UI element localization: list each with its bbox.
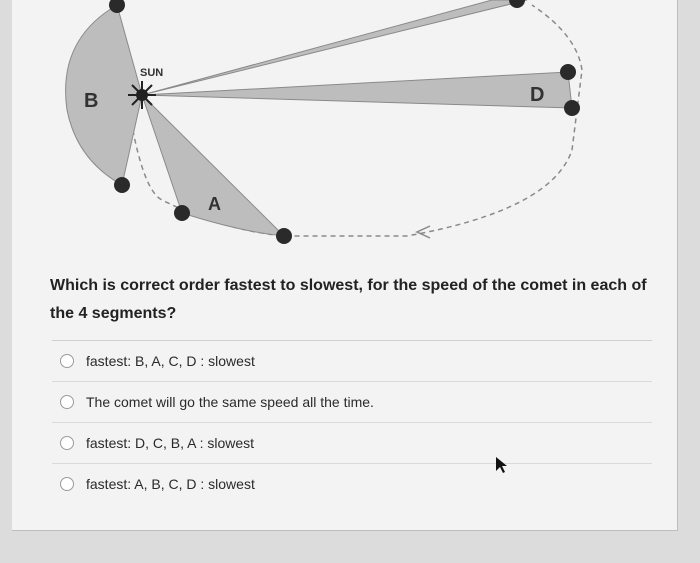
quiz-panel: [12, 0, 678, 531]
option-3[interactable]: [52, 422, 652, 463]
comet-dot: [114, 177, 130, 193]
question-text: Which is correct order fastest to slowest, for the speed of the comet in each of the 4 segments?: [50, 277, 647, 322]
radio-button[interactable]: [60, 354, 74, 368]
mouse-cursor-icon: [494, 456, 508, 474]
comet-dot: [276, 228, 292, 244]
radio-button[interactable]: [60, 436, 74, 450]
sun-icon: [128, 81, 156, 109]
radio-button[interactable]: [60, 395, 74, 409]
sun-label: SUN: [140, 67, 164, 79]
option-label: fastest: A, B, C, D : slowest: [86, 476, 255, 492]
option-4[interactable]: [52, 463, 652, 504]
option-1[interactable]: [52, 340, 652, 381]
comet-dot: [174, 205, 190, 221]
option-label: The comet will go the same speed all the time.: [86, 394, 374, 410]
option-label: fastest: B, A, C, D : slowest: [86, 353, 255, 369]
comet-dot: [509, 0, 525, 8]
direction-arrow-icon: [417, 226, 430, 238]
option-2[interactable]: [52, 381, 652, 422]
segment-d-label: D: [530, 84, 545, 106]
answer-options: [52, 340, 652, 504]
segment-a-label: A: [208, 194, 221, 214]
orbit-diagram: [12, 0, 677, 250]
comet-dot: [564, 100, 580, 116]
radio-button[interactable]: [60, 477, 74, 491]
comet-dot: [560, 64, 576, 80]
segment-b-label: B: [84, 90, 99, 112]
segment-a: [142, 95, 284, 236]
option-label: fastest: D, C, B, A : slowest: [86, 435, 255, 451]
